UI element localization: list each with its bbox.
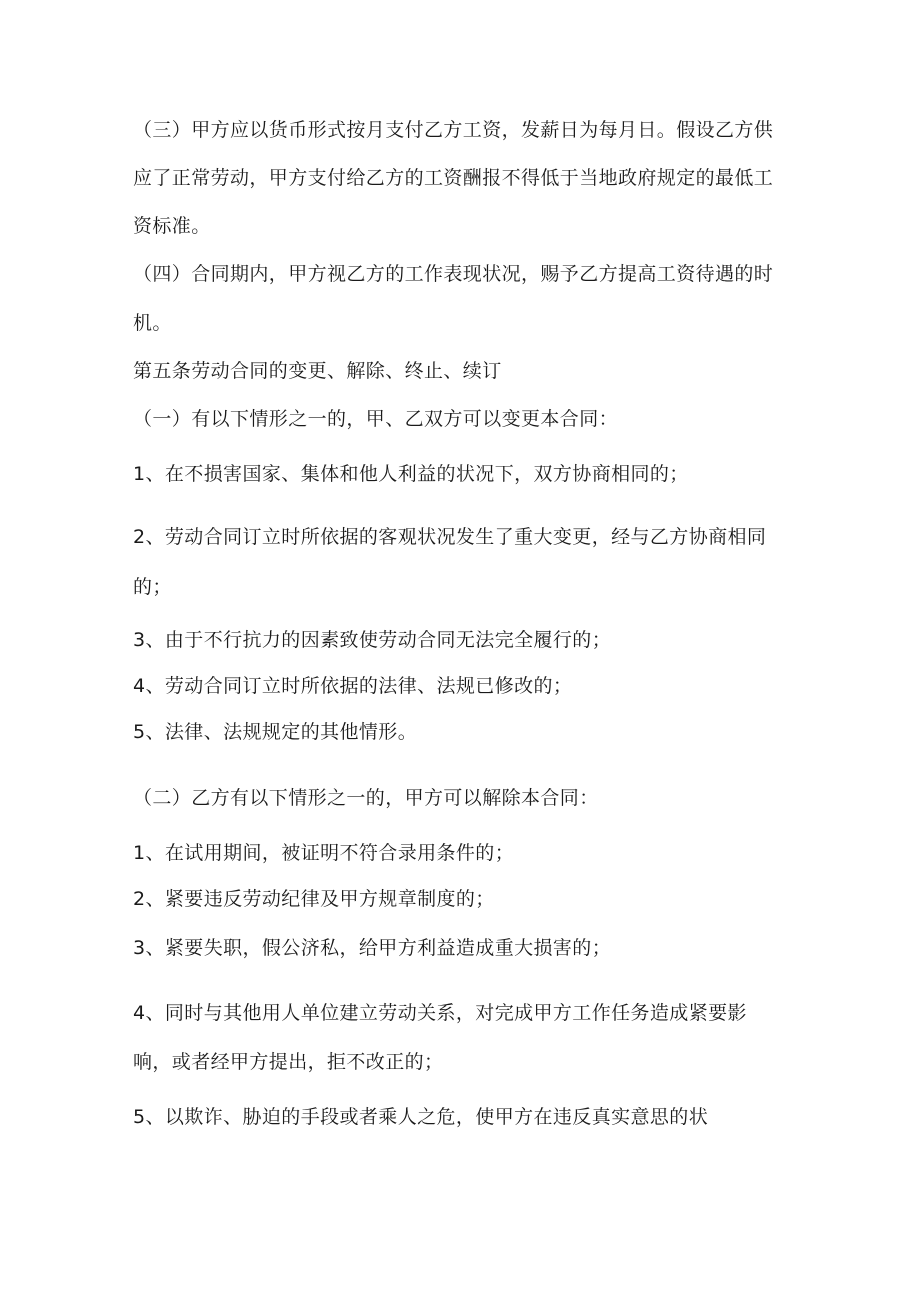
list-item-1-3: 3、由于不行抗力的因素致使劳动合同无法完全履行的； <box>133 629 612 651</box>
list-item-1-5: 5、法律、法规规定的其他情形。 <box>133 721 418 743</box>
section-heading: 第五条劳动合同的变更、解除、终止、续订 <box>133 360 502 382</box>
paragraph-line-5: 机。 <box>133 312 172 334</box>
list-item-1-1: 1、在不损害国家、集体和他人利益的状况下，双方协商相同的； <box>133 463 689 485</box>
paragraph-line-4: （四）合同期内，甲方视乙方的工作表现状况，赐予乙方提高工资待遇的时 <box>133 263 774 285</box>
list-item-1-2-cont: 的； <box>133 576 172 598</box>
subsection-heading-1: （一）有以下情形之一的，甲、乙双方可以变更本合同： <box>133 408 619 430</box>
paragraph-line-1: （三）甲方应以货币形式按月支付乙方工资，发薪日为每月日。假设乙方供 <box>133 119 774 141</box>
list-item-2-2: 2、紧要违反劳动纪律及甲方规章制度的； <box>133 888 495 910</box>
paragraph-line-2: 应了正常劳动，甲方支付给乙方的工资酬报不得低于当地政府规定的最低工 <box>133 167 774 189</box>
subsection-heading-2: （二）乙方有以下情形之一的，甲方可以解除本合同： <box>133 787 599 809</box>
paragraph-line-3: 资标准。 <box>133 215 211 237</box>
list-item-1-4: 4、劳动合同订立时所依据的法律、法规已修改的； <box>133 675 573 697</box>
list-item-2-1: 1、在试用期间，被证明不符合录用条件的； <box>133 842 515 864</box>
list-item-2-4: 4、同时与其他用人单位建立劳动关系，对完成甲方工作任务造成紧要影 <box>133 1002 747 1024</box>
list-item-2-3: 3、紧要失职，假公济私，给甲方利益造成重大损害的； <box>133 937 612 959</box>
list-item-2-5: 5、以欺诈、胁迫的手段或者乘人之危，使甲方在违反真实意思的状 <box>133 1106 709 1128</box>
list-item-2-4-cont: 响，或者经甲方提出，拒不改正的； <box>133 1051 444 1073</box>
list-item-1-2: 2、劳动合同订立时所依据的客观状况发生了重大变更，经与乙方协商相同 <box>133 526 767 548</box>
